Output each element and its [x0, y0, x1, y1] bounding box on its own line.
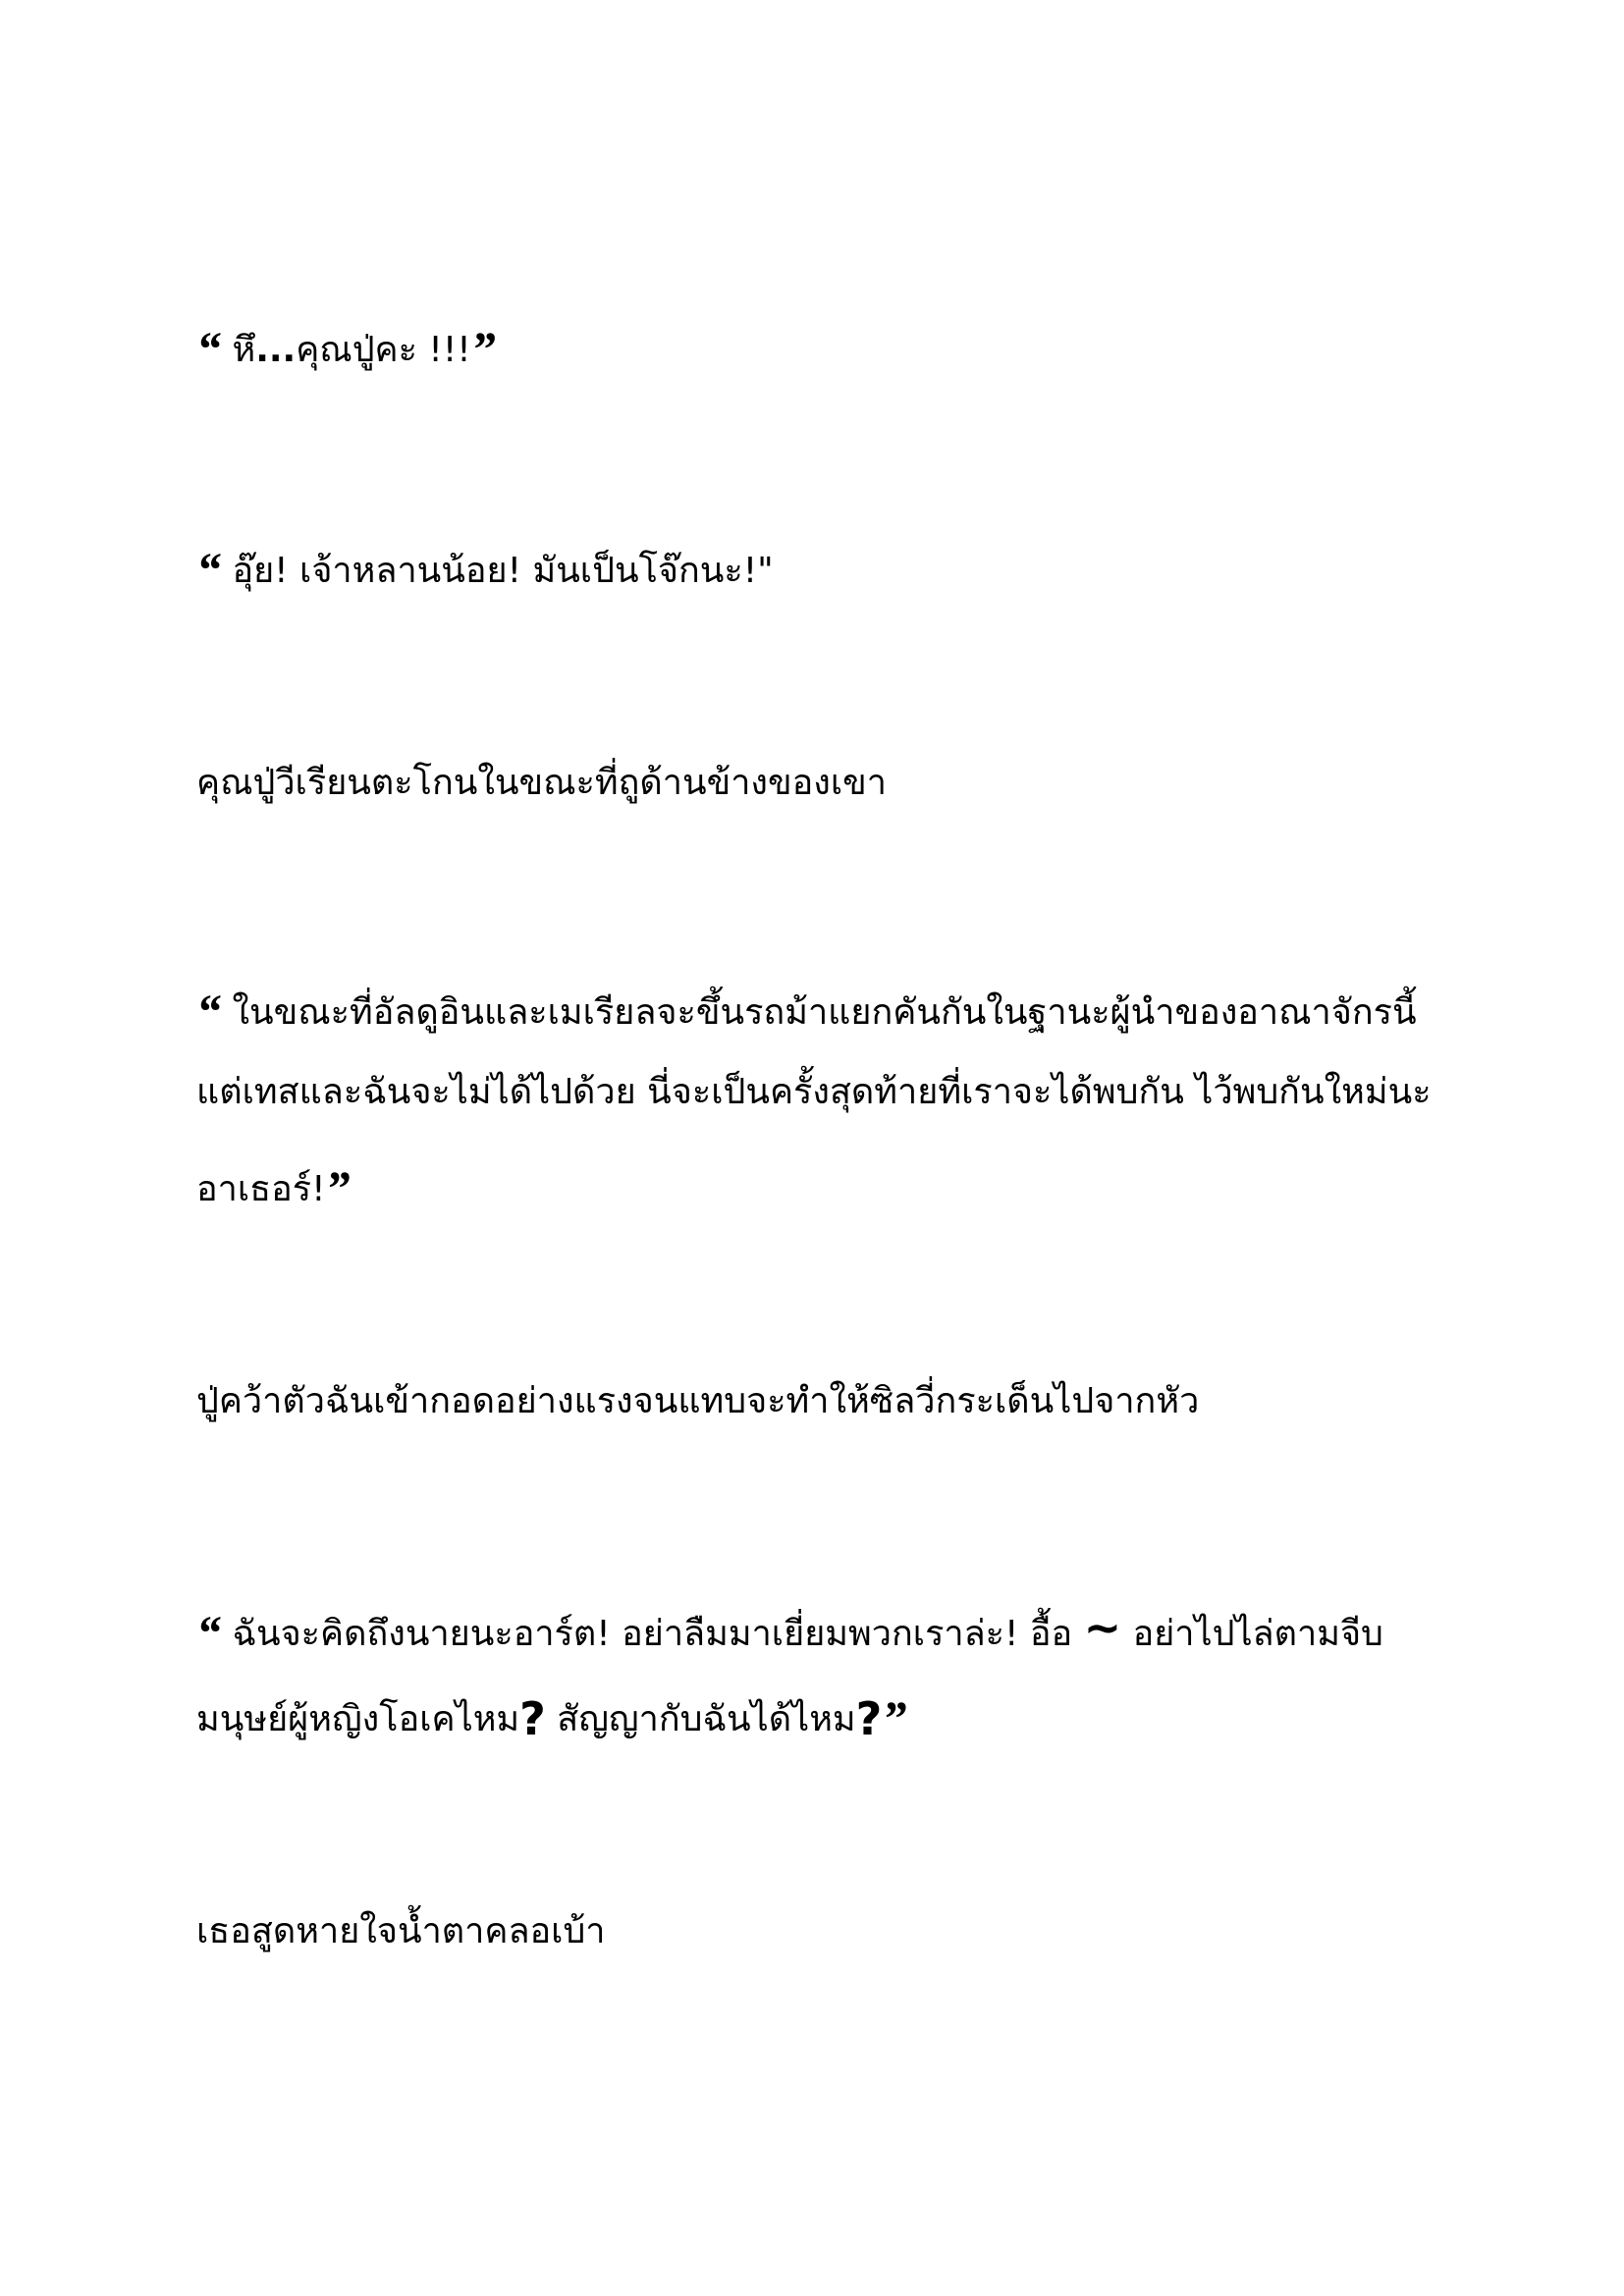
- text-segment: มนุษย์ผู้หญิงโอเคไหม: [196, 1699, 520, 1739]
- open-quote: “: [196, 984, 221, 1039]
- text-segment: ปู่คว้าตัวฉันเข้ากอดอย่างแรงจนแทบจะทำให้ซิลวี่กระเด็นไปจากหัว: [196, 1381, 1200, 1421]
- open-quote: “: [196, 542, 221, 597]
- text-segment: สัญญากับฉันได้ไหม: [545, 1699, 856, 1739]
- ellipsis: ...: [255, 330, 297, 370]
- text-segment: ในขณะที่อัลดูอินและเมเรียลจะขึ้นรถม้าแยกคันกันในฐานะผู้นำของอาณาจักรนี้: [221, 992, 1417, 1033]
- text-segment: อาเธอร์!: [196, 1169, 326, 1209]
- text-segment: เธอสูดหายใจน้ำตาคลอเบ้า: [196, 1911, 606, 1951]
- text-segment: อุ๊ย! เจ้าหลานน้อย! มันเป็นโจ๊กนะ!": [221, 551, 774, 591]
- text-segment: คุณปู่วีเรียนตะโกนในขณะที่ถูด้านข้างของเขา: [196, 763, 887, 803]
- close-quote: ”: [325, 1160, 351, 1215]
- text-segment: อย่าไปไล่ตามจีบ: [1121, 1614, 1383, 1654]
- tilde-mark: ~: [1083, 1601, 1122, 1654]
- text-segment: แต่เทสและฉันจะไม่ได้ไปด้วย นี่จะเป็นครั้งสุดท้ายที่เราจะได้พบกัน ไว้พบกันใหม่นะ: [196, 1072, 1432, 1112]
- dialogue-line-4a: [196, 984, 1417, 1039]
- close-quote: ”: [470, 321, 496, 376]
- dialogue-line-4c: [196, 1160, 351, 1215]
- text-segment: ฉันจะคิดถึงนายนะอาร์ต! อย่าลืมมาเยี่ยมพวกเราล่ะ! อื้อ: [221, 1614, 1084, 1654]
- dialogue-line-6a: [196, 1601, 1383, 1660]
- narration-line-5: [196, 1381, 1200, 1421]
- narration-line-7: [196, 1911, 606, 1951]
- dialogue-line-6b: [196, 1690, 907, 1745]
- text-segment: คุณปู่คะ !!!: [296, 330, 471, 370]
- open-quote: “: [196, 321, 221, 376]
- question-mark: ?: [519, 1692, 546, 1745]
- close-quote: ”: [882, 1690, 907, 1745]
- text-segment: หึ: [221, 330, 256, 370]
- open-quote: “: [196, 1605, 221, 1660]
- narration-line-3: [196, 763, 887, 803]
- dialogue-line-1: [196, 321, 496, 376]
- question-mark: ?: [855, 1692, 883, 1745]
- dialogue-line-2: [196, 542, 774, 597]
- dialogue-line-4b: [196, 1072, 1432, 1112]
